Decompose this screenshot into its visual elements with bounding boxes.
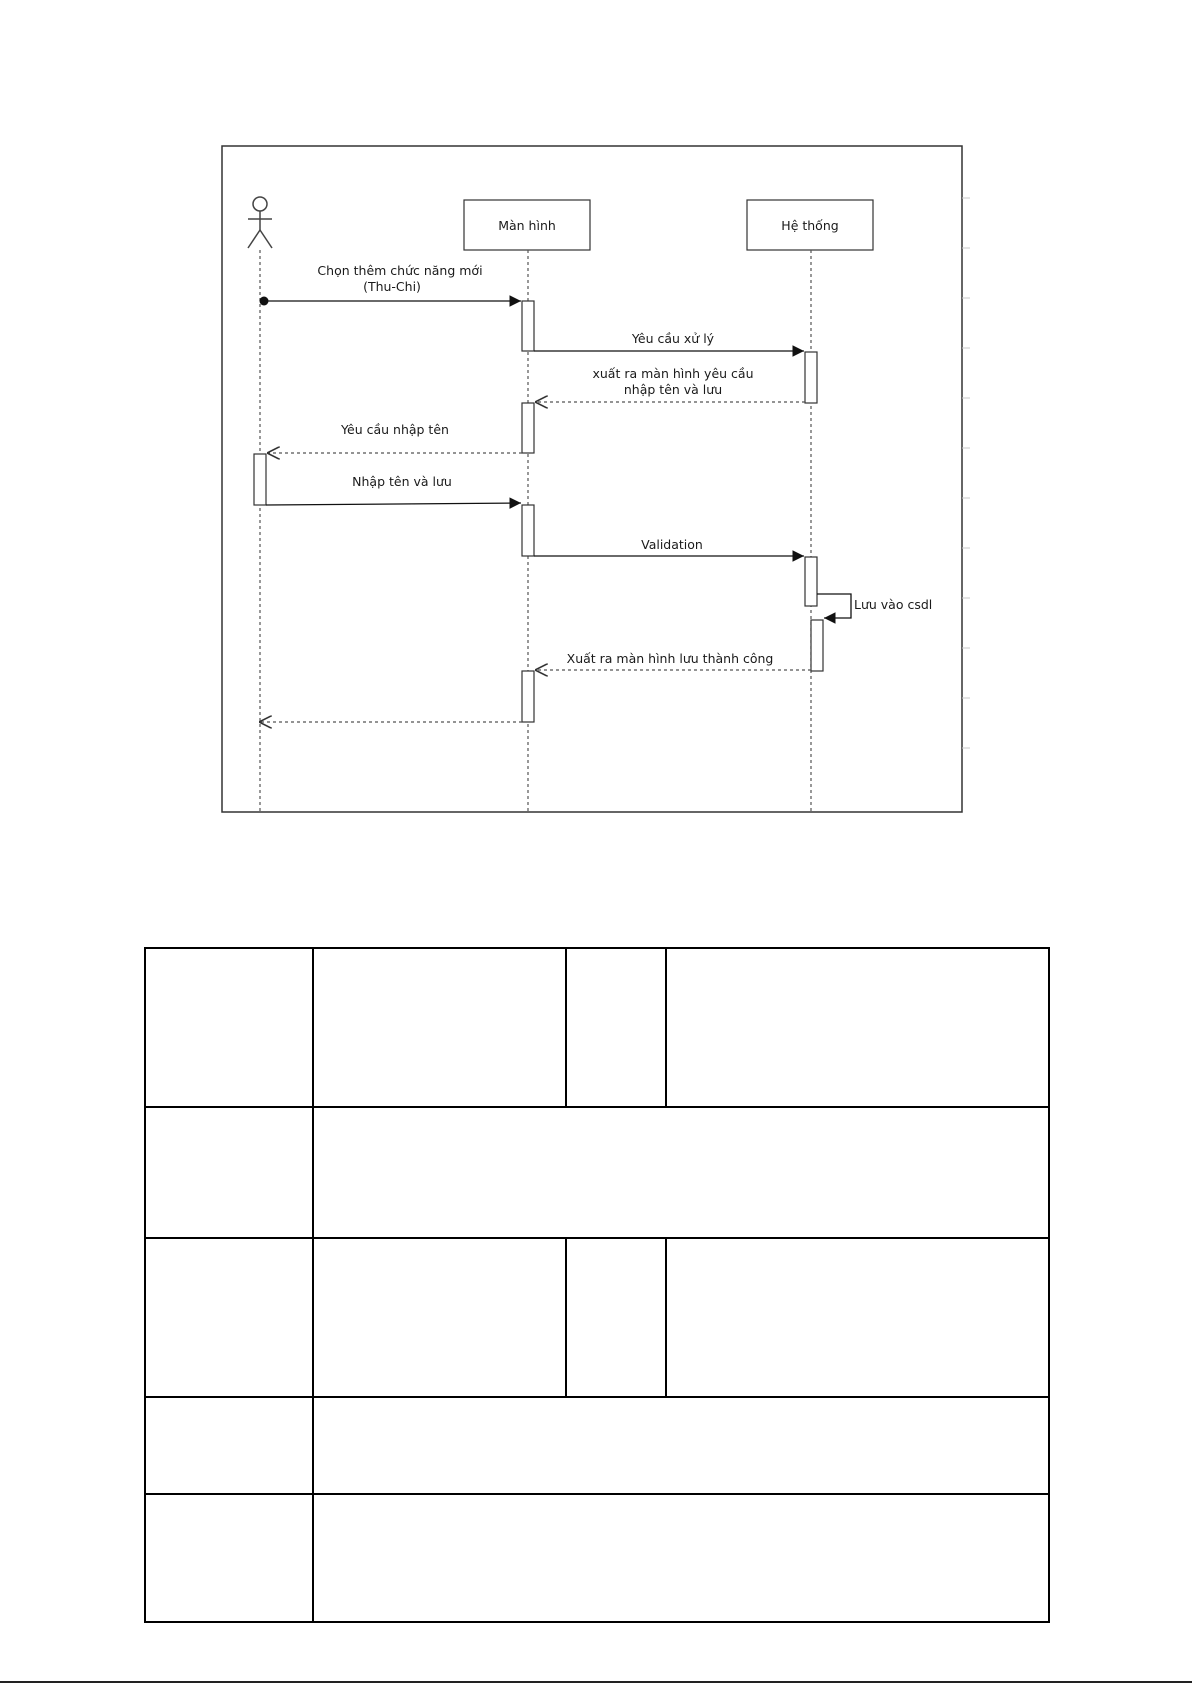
message-label-7: Lưu vào csdl [854,597,933,612]
message-label-5: Nhập tên và lưu [352,474,452,489]
table-cell-r2c1 [152,1114,306,1232]
sequence-diagram [0,0,1192,830]
table-cell-r3c1 [152,1245,306,1390]
message-label-1a: Chọn thêm chức năng mới [317,263,483,278]
message-label-4: Yêu cầu nhập tên [341,422,449,437]
activation-screen-2 [522,403,534,453]
table-cell-r3c4 [673,1245,1041,1390]
message-label-2: Yêu cầu xử lý [631,331,715,346]
participant-system-label: Hệ thống [781,218,839,233]
message-label-8: Xuất ra màn hình lưu thành công [566,651,774,666]
message-label-6: Validation [641,537,703,552]
frame-right-ticks [962,198,970,748]
table-cell-r2c2 [320,1114,1042,1232]
activation-system-3 [811,620,823,671]
table-cell-r4c1 [152,1404,306,1488]
activation-screen-3 [522,505,534,556]
actor-icon [248,197,272,248]
table-cell-r4c2 [320,1404,1042,1488]
table-cell-r1c2 [320,956,560,1100]
activation-system-2 [805,557,817,606]
activation-system-1 [805,352,817,403]
table-cell-r3c3 [573,1245,659,1390]
table-cell-r5c2 [320,1501,1042,1615]
message-label-1b: (Thu-Chi) [363,279,421,294]
activation-screen-4 [522,671,534,722]
message-label-3a: xuất ra màn hình yêu cầu [592,366,754,381]
page-bottom-rule [0,1681,1192,1683]
participant-screen-label: Màn hình [498,218,556,233]
table-cell-r5c1 [152,1501,306,1615]
table-cell-r1c1 [152,956,306,1100]
activation-screen-1 [522,301,534,351]
message-arrow-7 [817,594,851,618]
table-cell-r1c3 [573,956,659,1100]
message-label-3b: nhập tên và lưu [623,382,723,397]
activation-actor-1 [254,454,266,505]
table-cell-r3c2 [320,1245,560,1390]
table-cell-r1c4 [673,956,1041,1100]
message-arrow-5 [266,503,521,505]
